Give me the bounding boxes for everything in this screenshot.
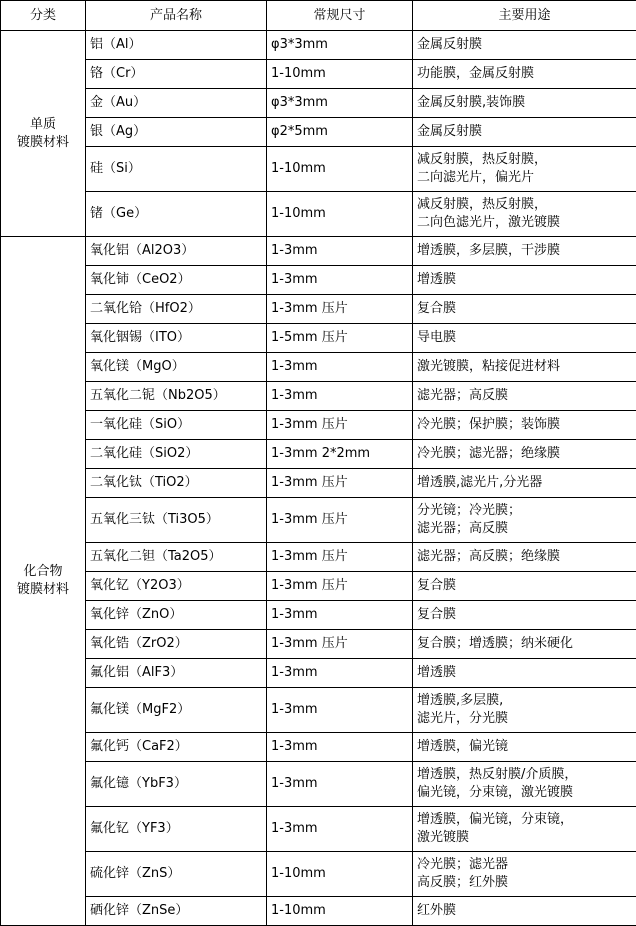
product-name: 五氧化三钛（Ti3O5） (86, 498, 267, 543)
table-row (1, 688, 636, 733)
product-name: 金（Au） (86, 89, 267, 118)
table-row (1, 897, 636, 926)
product-name: 二氧化硅（SiO2） (86, 440, 267, 469)
header-row (1, 1, 636, 31)
product-usage: 滤光器；高反膜；绝缘膜 (413, 543, 636, 572)
table-row (1, 266, 636, 295)
product-usage: 复合膜 (413, 601, 636, 630)
table-row (1, 31, 636, 60)
product-usage: 减反射膜，热反射膜， 二向色滤光片，激光镀膜 (413, 192, 636, 237)
product-name: 硅（Si） (86, 147, 267, 192)
product-usage: 复合膜 (413, 295, 636, 324)
product-name: 氧化镁（MgO） (86, 353, 267, 382)
product-size: 1-3mm (267, 266, 413, 295)
product-size: 1-3mm (267, 601, 413, 630)
product-name: 五氧化二铌（Nb2O5） (86, 382, 267, 411)
table-row (1, 89, 636, 118)
product-usage: 导电膜 (413, 324, 636, 353)
product-size: 1-3mm 压片 (267, 630, 413, 659)
product-size: 1-10mm (267, 192, 413, 237)
table-row (1, 324, 636, 353)
product-size: 1-5mm 压片 (267, 324, 413, 353)
product-name: 氟化钇（YF3） (86, 807, 267, 852)
table-row (1, 295, 636, 324)
product-size: 1-3mm 压片 (267, 498, 413, 543)
table-row (1, 630, 636, 659)
product-usage: 金属反射膜 (413, 31, 636, 60)
product-size: 1-3mm 压片 (267, 572, 413, 601)
table-row (1, 147, 636, 192)
product-usage: 滤光器；高反膜 (413, 382, 636, 411)
product-name: 铬（Cr） (86, 60, 267, 89)
product-usage: 冷光膜；保护膜；装饰膜 (413, 411, 636, 440)
product-usage: 金属反射膜 (413, 118, 636, 147)
product-usage: 增透膜，热反射膜/介质膜， 偏光镜，分束镜，激光镀膜 (413, 762, 636, 807)
product-size: 1-10mm (267, 147, 413, 192)
product-name: 铝（Al） (86, 31, 267, 60)
product-usage: 分光镜；冷光膜； 滤光器；高反膜 (413, 498, 636, 543)
product-name: 银（Ag） (86, 118, 267, 147)
product-usage: 复合膜；增透膜；纳米硬化 (413, 630, 636, 659)
header-product-name: 产品名称 (86, 1, 267, 31)
product-name: 氧化锌（ZnO） (86, 601, 267, 630)
product-name: 二氧化铪（HfO2） (86, 295, 267, 324)
product-usage: 增透膜,滤光片,分光器 (413, 469, 636, 498)
product-usage: 复合膜 (413, 572, 636, 601)
table-row (1, 353, 636, 382)
product-name: 氟化铝（AlF3） (86, 659, 267, 688)
product-size: φ2*5mm (267, 118, 413, 147)
product-usage: 冷光膜；滤光器 高反膜；红外膜 (413, 852, 636, 897)
product-size: 1-3mm 压片 (267, 411, 413, 440)
table-row (1, 807, 636, 852)
product-usage: 激光镀膜，粘接促进材料 (413, 353, 636, 382)
table-row (1, 60, 636, 89)
product-name: 氧化锆（ZrO2） (86, 630, 267, 659)
product-size: φ3*3mm (267, 31, 413, 60)
table-row (1, 572, 636, 601)
table-row (1, 469, 636, 498)
product-usage: 红外膜 (413, 897, 636, 926)
header-size: 常规尺寸 (267, 1, 413, 31)
product-usage: 增透膜，偏光镜 (413, 733, 636, 762)
product-size: 1-3mm (267, 353, 413, 382)
product-name: 五氧化二钽（Ta2O5） (86, 543, 267, 572)
product-usage: 增透膜 (413, 659, 636, 688)
table-row (1, 382, 636, 411)
product-size: 1-3mm (267, 807, 413, 852)
product-name: 氟化镁（MgF2） (86, 688, 267, 733)
table-row (1, 411, 636, 440)
category-compound: 化合物 镀膜材料 (1, 237, 86, 926)
product-name: 硒化锌（ZnSe） (86, 897, 267, 926)
table-row (1, 543, 636, 572)
product-usage: 增透膜，偏光镜，分束镜， 激光镀膜 (413, 807, 636, 852)
product-size: 1-10mm (267, 897, 413, 926)
product-name: 一氧化硅（SiO） (86, 411, 267, 440)
header-category: 分类 (1, 1, 86, 31)
product-size: 1-3mm (267, 762, 413, 807)
product-name: 二氧化钛（TiO2） (86, 469, 267, 498)
table-row (1, 192, 636, 237)
product-size: 1-3mm (267, 237, 413, 266)
table-row (1, 852, 636, 897)
product-size: φ3*3mm (267, 89, 413, 118)
product-name: 氧化铝（Al2O3） (86, 237, 267, 266)
product-name: 氧化铈（CeO2） (86, 266, 267, 295)
category-single: 单质 镀膜材料 (1, 31, 86, 237)
product-usage: 增透膜 (413, 266, 636, 295)
product-name: 氟化镱（YbF3） (86, 762, 267, 807)
product-size: 1-3mm 2*2mm (267, 440, 413, 469)
product-usage: 增透膜,多层膜, 滤光片，分光膜 (413, 688, 636, 733)
table-row (1, 733, 636, 762)
product-name: 氧化钇（Y2O3） (86, 572, 267, 601)
product-name: 硫化锌（ZnS） (86, 852, 267, 897)
product-size: 1-3mm 压片 (267, 543, 413, 572)
product-usage: 增透膜，多层膜，干涉膜 (413, 237, 636, 266)
product-size: 1-3mm (267, 382, 413, 411)
product-usage: 冷光膜；滤光器；绝缘膜 (413, 440, 636, 469)
product-size: 1-3mm (267, 688, 413, 733)
product-name: 氟化钙（CaF2） (86, 733, 267, 762)
product-size: 1-10mm (267, 852, 413, 897)
product-size: 1-3mm (267, 659, 413, 688)
product-size: 1-3mm (267, 733, 413, 762)
product-name: 锗（Ge） (86, 192, 267, 237)
table-row (1, 118, 636, 147)
table-row (1, 601, 636, 630)
table-row (1, 762, 636, 807)
header-usage: 主要用途 (413, 1, 636, 31)
table-row (1, 440, 636, 469)
table-row (1, 237, 636, 266)
table-row (1, 659, 636, 688)
product-usage: 减反射膜，热反射膜， 二向滤光片，偏光片 (413, 147, 636, 192)
product-size: 1-3mm 压片 (267, 295, 413, 324)
table-row (1, 498, 636, 543)
product-usage: 金属反射膜,装饰膜 (413, 89, 636, 118)
product-name: 氧化铟锡（ITO） (86, 324, 267, 353)
product-usage: 功能膜，金属反射膜 (413, 60, 636, 89)
product-size: 1-10mm (267, 60, 413, 89)
product-size: 1-3mm 压片 (267, 469, 413, 498)
